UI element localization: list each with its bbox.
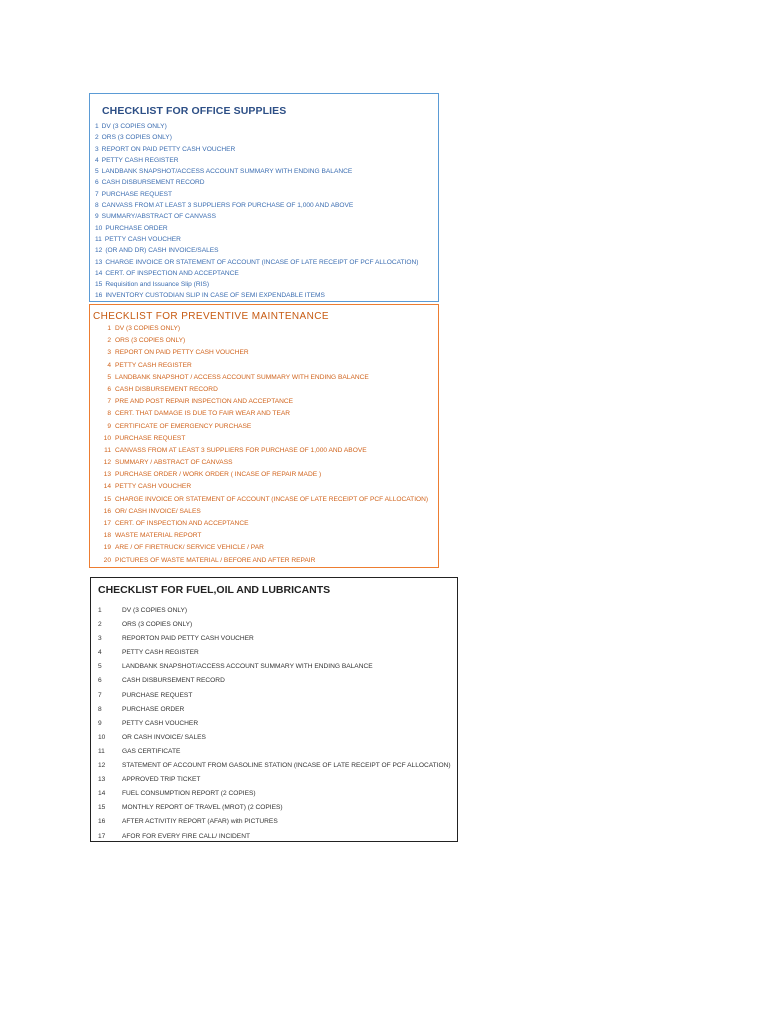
item-number: 8 xyxy=(107,410,111,418)
item-number: 13 xyxy=(98,776,106,784)
item-text: PETTY CASH VOUCHER xyxy=(122,719,199,727)
list-item xyxy=(93,518,428,530)
item-number: 3 xyxy=(98,635,102,643)
item-text: OR CASH INVOICE/ SALES xyxy=(122,733,206,741)
item-number: 15 xyxy=(95,281,103,289)
item-number: 17 xyxy=(98,832,106,840)
list-item xyxy=(98,674,451,688)
item-number: 16 xyxy=(98,818,106,826)
item-number: 5 xyxy=(98,663,102,671)
list-item xyxy=(95,166,418,177)
item-text: CANVASS FROM AT LEAST 3 SUPPLIERS FOR PURCHASE OF 1,000 AND ABOVE xyxy=(101,202,354,210)
item-number: 12 xyxy=(95,247,103,255)
item-number: 6 xyxy=(107,385,111,393)
item-number: 10 xyxy=(103,434,111,442)
item-number: 9 xyxy=(107,422,111,430)
checklist-fuel-oil-lubricants xyxy=(90,577,458,842)
checklist-office-supplies xyxy=(89,93,439,302)
list-item xyxy=(93,469,428,481)
list-item xyxy=(95,234,418,245)
item-number: 6 xyxy=(95,179,99,187)
list-item xyxy=(93,347,428,359)
list-item xyxy=(95,257,418,268)
item-text: LANDBANK SNAPSHOT/ACCESS ACCOUNT SUMMARY WITH ENDING BALANCE xyxy=(122,663,373,671)
list-item xyxy=(98,646,451,660)
list-item xyxy=(93,384,428,396)
item-text: AFTER ACTIVITIY REPORT (AFAR) with PICTURES xyxy=(122,818,278,826)
item-number: 17 xyxy=(103,520,111,527)
item-number: 11 xyxy=(104,446,111,454)
item-number: 7 xyxy=(95,190,99,198)
item-text: SUMMARY / ABSTRACT OF CANVASS xyxy=(115,459,233,467)
item-text: PURCHASE ORDER xyxy=(122,705,185,713)
item-number: 5 xyxy=(107,373,111,381)
list-item xyxy=(93,421,428,433)
list-item xyxy=(98,632,451,646)
list-item xyxy=(93,408,428,420)
item-text: AFOR FOR EVERY FIRE CALL/ INCIDENT xyxy=(122,832,250,840)
list-item xyxy=(98,703,451,717)
checklist-title: CHECKLIST FOR PREVENTIVE MAINTENANCE xyxy=(93,311,329,322)
item-text: CANVASS FROM AT LEAST 3 SUPPLIERS FOR PURCHASE OF 1,000 AND ABOVE xyxy=(115,446,367,454)
list-item xyxy=(95,223,418,234)
item-text: PETTY CASH VOUCHER xyxy=(115,483,192,491)
item-text: PETTY CASH REGISTER xyxy=(122,649,199,657)
list-item xyxy=(93,542,428,554)
item-text: INVENTORY CUSTODIAN SLIP IN CASE OF SEMI EXPENDABLE ITEMS xyxy=(105,292,325,300)
item-text: (OR AND DR) CASH INVOICE/SALES xyxy=(105,247,219,255)
list-item xyxy=(98,815,451,829)
item-text: ORS (3 COPIES ONLY) xyxy=(115,337,186,345)
item-number: 10 xyxy=(95,224,103,232)
list-item xyxy=(98,731,451,745)
item-number: 2 xyxy=(95,134,99,142)
item-text: LANDBANK SNAPSHOT / ACCESS ACCOUNT SUMMARY WITH ENDING BALANCE xyxy=(115,373,369,381)
item-text: PETTY CASH REGISTER xyxy=(101,156,179,164)
item-number: 7 xyxy=(107,398,111,406)
list-item xyxy=(93,360,428,372)
item-number: 1 xyxy=(98,607,102,614)
item-text: REPORTON PAID PETTY CASH VOUCHER xyxy=(122,635,254,643)
item-number: 7 xyxy=(98,691,102,699)
checklist-items xyxy=(95,121,418,302)
list-item xyxy=(98,773,451,787)
item-number: 16 xyxy=(95,292,103,300)
list-item xyxy=(95,279,418,290)
item-number: 3 xyxy=(107,349,111,357)
item-text: PURCHASE REQUEST xyxy=(101,190,173,198)
list-item xyxy=(93,433,428,445)
item-text: ORS (3 COPIES ONLY) xyxy=(122,621,193,629)
item-text: PURCHASE REQUEST xyxy=(115,434,186,442)
item-number: 12 xyxy=(98,762,106,770)
list-item xyxy=(95,268,418,279)
item-text: CERTIFICATE OF EMERGENCY PURCHASE xyxy=(115,422,252,430)
item-text: CHARGE INVOICE OR STATEMENT OF ACCOUNT (INCASE OF LATE RECEIPT OF PCF ALLOCATION) xyxy=(105,258,419,266)
list-item xyxy=(98,604,451,618)
list-item xyxy=(93,506,428,518)
item-number: 11 xyxy=(98,747,105,755)
item-text: OR/ CASH INVOICE/ SALES xyxy=(115,507,201,515)
item-text: LANDBANK SNAPSHOT/ACCESS ACCOUNT SUMMARY WITH ENDING BALANCE xyxy=(101,168,353,176)
item-text: DV (3 COPIES ONLY) xyxy=(122,607,188,614)
item-number: 13 xyxy=(95,258,103,266)
item-text: CERT. OF INSPECTION AND ACCEPTANCE xyxy=(115,520,249,527)
list-item xyxy=(95,290,418,301)
item-number: 15 xyxy=(98,804,106,812)
list-item xyxy=(95,144,418,155)
item-number: 13 xyxy=(103,471,111,479)
item-number: 2 xyxy=(107,337,111,345)
item-number: 16 xyxy=(103,507,111,515)
item-text: SUMMARY/ABSTRACT OF CANVASS xyxy=(101,213,216,221)
item-number: 9 xyxy=(98,719,102,727)
list-item xyxy=(98,689,451,703)
item-number: 4 xyxy=(98,649,102,657)
item-number: 1 xyxy=(107,325,111,332)
item-text: CERT. OF INSPECTION AND ACCEPTANCE xyxy=(105,269,239,277)
item-number: 15 xyxy=(103,495,111,503)
list-item xyxy=(93,457,428,469)
checklist-items xyxy=(98,604,451,844)
item-text: CASH DISBURSEMENT RECORD xyxy=(122,677,225,685)
item-number: 2 xyxy=(98,621,102,629)
list-item xyxy=(93,372,428,384)
item-text: CERT. THAT DAMAGE IS DUE TO FAIR WEAR AND TEAR xyxy=(115,410,291,418)
item-text: APPROVED TRIP TICKET xyxy=(122,776,201,784)
item-number: 12 xyxy=(103,459,111,467)
list-item xyxy=(95,245,418,256)
list-item xyxy=(98,618,451,632)
item-text: PURCHASE REQUEST xyxy=(122,691,193,699)
item-text: DV (3 COPIES ONLY) xyxy=(101,123,167,130)
item-number: 18 xyxy=(103,532,111,540)
item-text: FUEL CONSUMPTION REPORT (2 COPIES) xyxy=(122,790,256,798)
list-item xyxy=(98,660,451,674)
list-item xyxy=(93,445,428,457)
checklist-items xyxy=(93,323,428,567)
item-number: 11 xyxy=(95,235,102,243)
item-text: MONTHLY REPORT OF TRAVEL (MROT) (2 COPIES) xyxy=(122,804,283,812)
item-text: ARE / OF FIRETRUCK/ SERVICE VEHICLE / PAR xyxy=(115,544,264,552)
item-number: 5 xyxy=(95,168,99,176)
list-item xyxy=(98,745,451,759)
list-item xyxy=(93,335,428,347)
list-item xyxy=(95,132,418,143)
list-item xyxy=(95,211,418,222)
checklist-title: CHECKLIST FOR FUEL,OIL AND LUBRICANTS xyxy=(98,584,331,596)
list-item xyxy=(93,396,428,408)
item-text: GAS CERTIFICATE xyxy=(122,747,181,755)
item-text: PICTURES OF WASTE MATERIAL / BEFORE AND AFTER REPAIR xyxy=(115,556,316,564)
item-number: 4 xyxy=(95,156,99,164)
item-text: PETTY CASH REGISTER xyxy=(115,361,192,369)
item-text: ORS (3 COPIES ONLY) xyxy=(101,134,172,142)
checklist-preventive-maintenance xyxy=(89,304,439,568)
list-item xyxy=(98,830,451,844)
list-item xyxy=(93,481,428,493)
item-number: 8 xyxy=(98,705,102,713)
item-number: 14 xyxy=(98,790,106,798)
item-number: 19 xyxy=(103,544,111,552)
list-item xyxy=(95,189,418,200)
item-text: PURCHASE ORDER xyxy=(105,224,168,232)
item-text: PURCHASE ORDER / WORK ORDER ( INCASE OF REPAIR MADE ) xyxy=(115,471,322,479)
list-item xyxy=(93,323,428,335)
list-item xyxy=(98,759,451,773)
item-text: PETTY CASH VOUCHER xyxy=(104,235,181,243)
item-text: CASH DISBURSEMENT RECORD xyxy=(101,179,205,187)
item-number: 14 xyxy=(103,483,111,491)
item-number: 9 xyxy=(95,213,99,221)
item-number: 3 xyxy=(95,145,99,153)
item-text: REPORT ON PAID PETTY CASH VOUCHER xyxy=(101,145,236,153)
list-item xyxy=(95,200,418,211)
item-number: 20 xyxy=(103,556,111,564)
item-text: WASTE MATERIAL REPORT xyxy=(115,532,202,540)
item-text: Requisition and Issuance Slip (RIS) xyxy=(105,281,210,289)
checklist-title: CHECKLIST FOR OFFICE SUPPLIES xyxy=(102,105,287,117)
item-text: PRE AND POST REPAIR INSPECTION AND ACCEPTANCE xyxy=(115,398,294,406)
item-text: STATEMENT OF ACCOUNT FROM GASOLINE STATION (INCASE OF LATE RECEIPT OF PCF ALLOCATION) xyxy=(122,762,451,770)
item-number: 8 xyxy=(95,202,99,210)
item-number: 4 xyxy=(107,361,111,369)
item-number: 6 xyxy=(98,677,102,685)
list-item xyxy=(93,530,428,542)
list-item xyxy=(98,787,451,801)
list-item xyxy=(95,155,418,166)
list-item xyxy=(95,177,418,188)
item-number: 10 xyxy=(98,733,106,741)
item-number: 1 xyxy=(95,123,99,130)
list-item xyxy=(95,121,418,132)
list-item xyxy=(98,717,451,731)
item-text: CHARGE INVOICE OR STATEMENT OF ACCOUNT (INCASE OF LATE RECEIPT OF PCF ALLOCATION) xyxy=(115,495,429,503)
list-item xyxy=(98,801,451,815)
item-text: CASH DISBURSEMENT RECORD xyxy=(115,385,218,393)
item-text: REPORT ON PAID PETTY CASH VOUCHER xyxy=(115,349,249,357)
item-number: 14 xyxy=(95,269,103,277)
list-item xyxy=(93,555,428,567)
list-item xyxy=(93,494,428,506)
item-text: DV (3 COPIES ONLY) xyxy=(115,325,181,332)
